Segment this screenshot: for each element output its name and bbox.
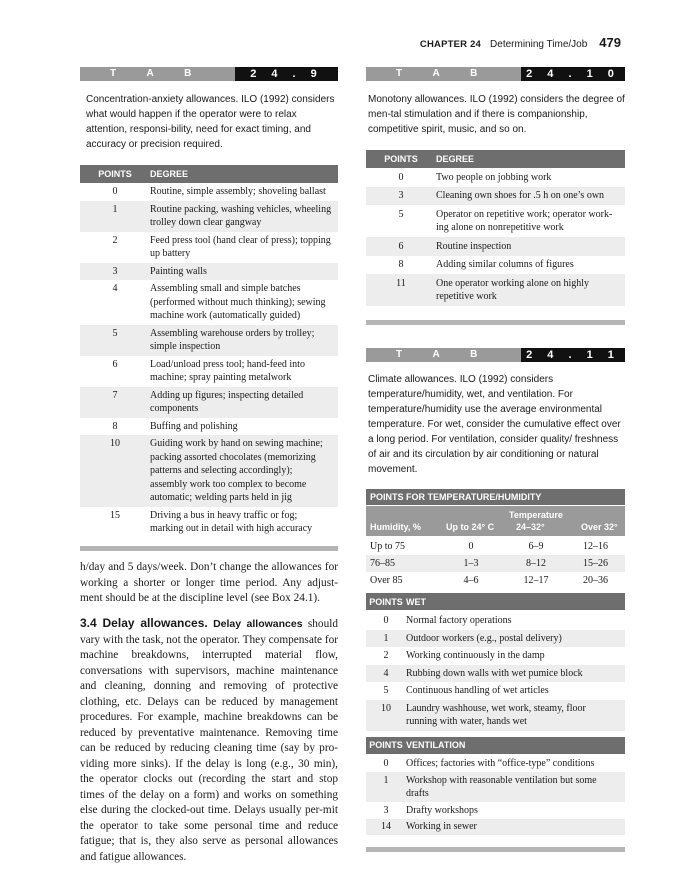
- temp-cell: 1–3: [463, 558, 479, 569]
- col-degree: DEGREE: [436, 154, 475, 164]
- table-caption: Concentration-anxiety allowances. ILO (1992) considers what would happen if the operator were to relax attention, responsi-bility, need for exact timing, and accuracy or precision required.: [86, 94, 335, 150]
- row-degree: Drafty workshops: [406, 804, 478, 816]
- row-points: 0: [112, 186, 118, 197]
- table-head: [80, 165, 338, 183]
- table-row: [366, 700, 625, 731]
- vent-head: [366, 737, 625, 754]
- table-row: [366, 682, 625, 700]
- row-degree: Assembling small and simple batches (performed without much thinking); sewing machine work (automatically guided): [150, 283, 326, 321]
- table-caption: Climate allowances. ILO (1992) considers temperature/humidity, wet, and ventilation. For temperature/humidity use the average environmental temperature. For wet, consider the cumulative effect over a long period. For ventilation, consider quality/ freshness of air and its circulation by air conditioning or natural movement.: [368, 374, 621, 475]
- table-row: [366, 612, 625, 630]
- row-degree: Rubbing down walls with wet pumice block: [406, 667, 583, 679]
- row-points: 3: [398, 190, 404, 201]
- row-degree: Workshop with reasonable ventilation but some drafts: [406, 774, 597, 799]
- row-degree: Adding similar columns of figures: [436, 259, 574, 270]
- table-row: [366, 756, 625, 773]
- table-row: [80, 201, 338, 232]
- temp-cell: 76–85: [370, 558, 395, 569]
- row-degree: Driving a bus in heavy traffic or fog; marking out in detail with high accuracy: [150, 509, 313, 534]
- table-row: [80, 356, 338, 387]
- temp-cell: 20–36: [583, 575, 608, 586]
- table-end-bar: [366, 320, 625, 325]
- table-row: [80, 232, 338, 263]
- chapter-title: Determining Time/Job: [490, 39, 588, 50]
- table-body: [366, 168, 625, 306]
- row-points: 0: [383, 758, 389, 769]
- temp-row: [366, 538, 625, 555]
- temperature-label: Temperature: [509, 510, 563, 520]
- table-head: [366, 150, 625, 168]
- temp-row: [366, 572, 625, 589]
- col-over32: Over 32°: [581, 522, 618, 532]
- row-degree: Assembling warehouse orders by trolley; simple inspection: [150, 327, 315, 352]
- row-points: 4: [112, 283, 118, 294]
- row-degree: Outdoor workers (e.g., postal delivery): [406, 632, 562, 644]
- page-number: 479: [599, 35, 621, 50]
- row-points: 2: [383, 650, 389, 661]
- temp-cell: Up to 75: [370, 541, 405, 552]
- table-row: [366, 630, 625, 648]
- row-points: 5: [112, 327, 118, 339]
- row-degree: Routine packing, washing vehicles, wheeling trolley down clear gangway: [150, 203, 332, 228]
- vent-col-points: POINTS: [369, 740, 403, 750]
- col-degree: DEGREE: [150, 169, 189, 179]
- table-end-bar: [80, 546, 338, 551]
- table-row: [366, 256, 625, 275]
- row-points: 1: [383, 774, 389, 786]
- table-row: [366, 647, 625, 665]
- row-degree: Operator on repetitive work; operator work-ing alone on nonrepetitive work: [436, 208, 613, 233]
- table-body: [80, 183, 338, 538]
- row-degree: Routine inspection: [436, 240, 512, 252]
- table-row: [366, 819, 625, 836]
- temp-cell: 12–17: [523, 575, 549, 586]
- row-degree: Cleaning own shoes for .5 h on one’s own: [436, 190, 605, 201]
- row-points: 3: [112, 265, 118, 277]
- row-points: 6: [398, 240, 404, 252]
- row-points: 2: [112, 234, 118, 246]
- temp-cell: Over 85: [370, 575, 403, 586]
- table-row: [366, 274, 625, 306]
- row-points: 6: [112, 358, 118, 370]
- table-banner: [80, 67, 338, 93]
- table-row: [80, 507, 338, 538]
- row-points: 3: [383, 804, 389, 816]
- wet-col-points: POINTS: [369, 596, 403, 607]
- temp-row: [366, 555, 625, 572]
- table-label: T A B L E: [366, 348, 521, 362]
- row-degree: Offices; factories with “office-type” conditions: [406, 758, 595, 769]
- row-degree: Load/unload press tool; hand-feed into machine; spray painting metalwork: [150, 358, 305, 383]
- row-degree: Two people on jobbing work: [436, 171, 552, 183]
- row-points: 10: [110, 438, 120, 449]
- table-row: [80, 280, 338, 325]
- col-points: POINTS: [384, 154, 418, 164]
- wet-col-wet: WET: [406, 596, 426, 607]
- row-degree: Painting walls: [150, 265, 207, 277]
- table-row: [366, 772, 625, 802]
- col-humidity: Humidity, %: [370, 522, 421, 532]
- row-points: 4: [383, 667, 389, 679]
- temp-cell: 4–6: [463, 575, 479, 586]
- table-row: [366, 665, 625, 683]
- temp-col-heads: [366, 506, 625, 536]
- table-banner: [366, 348, 625, 374]
- table-row: [366, 802, 625, 819]
- row-degree: One operator working alone on highly repetitive work: [436, 277, 590, 302]
- row-degree: Feed press tool (hand clear of press); topping up battery: [150, 234, 331, 259]
- table-end-bar: [366, 847, 625, 852]
- temp-table-body: [366, 538, 625, 589]
- row-points: 15: [110, 509, 120, 521]
- row-points: 14: [381, 821, 391, 832]
- table-number: 2 4 . 1 1: [521, 348, 625, 362]
- row-degree: Buffing and polishing: [150, 420, 238, 432]
- body-paragraph-1: h/day and 5 days/week. Don’t change the allowances for working a shorter or longer time period. Any adjust-ment should be at the discipline level (see Box 24.1).: [80, 561, 338, 604]
- wet-head: [366, 593, 625, 610]
- temp-cell: 0: [468, 541, 474, 552]
- table-label: T A B L E: [366, 67, 521, 81]
- row-points: 0: [398, 171, 404, 183]
- row-points: 8: [398, 259, 404, 270]
- vent-table-body: [366, 756, 625, 836]
- table-24-10: [366, 67, 625, 325]
- row-points: 8: [112, 420, 118, 432]
- table-row: [80, 418, 338, 436]
- temp-cell: 15–26: [583, 558, 608, 569]
- row-points: 0: [383, 615, 389, 626]
- section-text: should vary with the task, not the operator. They compensate for machine breakdowns, interrupted material flow, conversations with supervisors, machine maintenance and cleaning, donning and removing of protective clothing, etc. Delays can be reduced by management procedures. For example, machine breakdowns can be reduced by preventative maintenance. Removing time can be reduced by reducing cleaning time (say by pro-viding more sinks). If the delay is long (e.g., 30 min), the operator clocks out (recording the start and stop times of the delay on a form) and works on something else during the clocked-out time. Delays usually per-mit the operator to take some personal time and reduce fatigue; that is, they also serve as personal allowances and fatigue allowances.: [80, 618, 338, 863]
- row-degree: Working in sewer: [406, 821, 477, 832]
- row-degree: Guiding work by hand on sewing machine; packing assorted chocolates (memorizing patterns and selecting accordingly); assembly work too complex to become automatic; welding parts held in jig: [150, 438, 323, 503]
- row-degree: Working continuously in the damp: [406, 650, 545, 661]
- table-row: [366, 237, 625, 256]
- table-24-9: [80, 67, 338, 551]
- row-degree: Continuous handling of wet articles: [406, 685, 549, 696]
- vent-col-ventilation: VENTILATION: [406, 740, 466, 750]
- row-points: 5: [398, 208, 404, 220]
- table-label: T A B L E: [80, 67, 235, 81]
- table-row: [80, 263, 338, 281]
- table-row: [366, 187, 625, 206]
- row-points: 1: [383, 632, 389, 644]
- table-caption: Monotony allowances. ILO (1992) considers the degree of men-tal stimulation and if there is companionship, competitive spirit, music, and so on.: [368, 94, 625, 135]
- row-points: 7: [112, 389, 118, 401]
- table-24-11: [366, 348, 625, 852]
- row-degree: Routine, simple assembly; shoveling ballast: [150, 186, 326, 197]
- temp-cell: 6–9: [528, 541, 544, 552]
- temp-cell: 8–12: [526, 558, 546, 569]
- col-24-32: 24–32°: [516, 522, 545, 532]
- table-banner: [366, 67, 625, 93]
- section-title: 3.4 Delay allowances.: [80, 616, 208, 630]
- col-upto24: Up to 24° C: [446, 522, 495, 532]
- temp-cell: 12–16: [583, 541, 608, 552]
- chapter-label: CHAPTER 24: [419, 39, 482, 50]
- wet-table-body: [366, 612, 625, 731]
- table-row: [366, 205, 625, 237]
- row-points: 11: [396, 277, 406, 289]
- table-row: [80, 183, 338, 201]
- row-points: 10: [381, 702, 391, 714]
- table-row: [80, 435, 338, 507]
- row-degree: Normal factory operations: [406, 615, 512, 626]
- row-points: 1: [112, 203, 118, 215]
- page-header: [420, 35, 621, 50]
- row-degree: Adding up figures; inspecting detailed components: [150, 389, 304, 414]
- table-row: [366, 168, 625, 187]
- table-number: 2 4 . 9: [235, 67, 338, 81]
- row-points: 5: [383, 685, 389, 696]
- table-row: [80, 325, 338, 356]
- section-lead: Delay allowances: [213, 618, 303, 630]
- temp-humidity-head: POINTS FOR TEMPERATURE/HUMIDITY: [366, 489, 625, 505]
- table-number: 2 4 . 1 0: [521, 67, 625, 81]
- table-row: [80, 387, 338, 418]
- row-degree: Laundry washhouse, wet work, steamy, floor running with water, hands wet: [406, 702, 586, 727]
- col-points: POINTS: [98, 169, 132, 179]
- section-3-4: [80, 616, 338, 865]
